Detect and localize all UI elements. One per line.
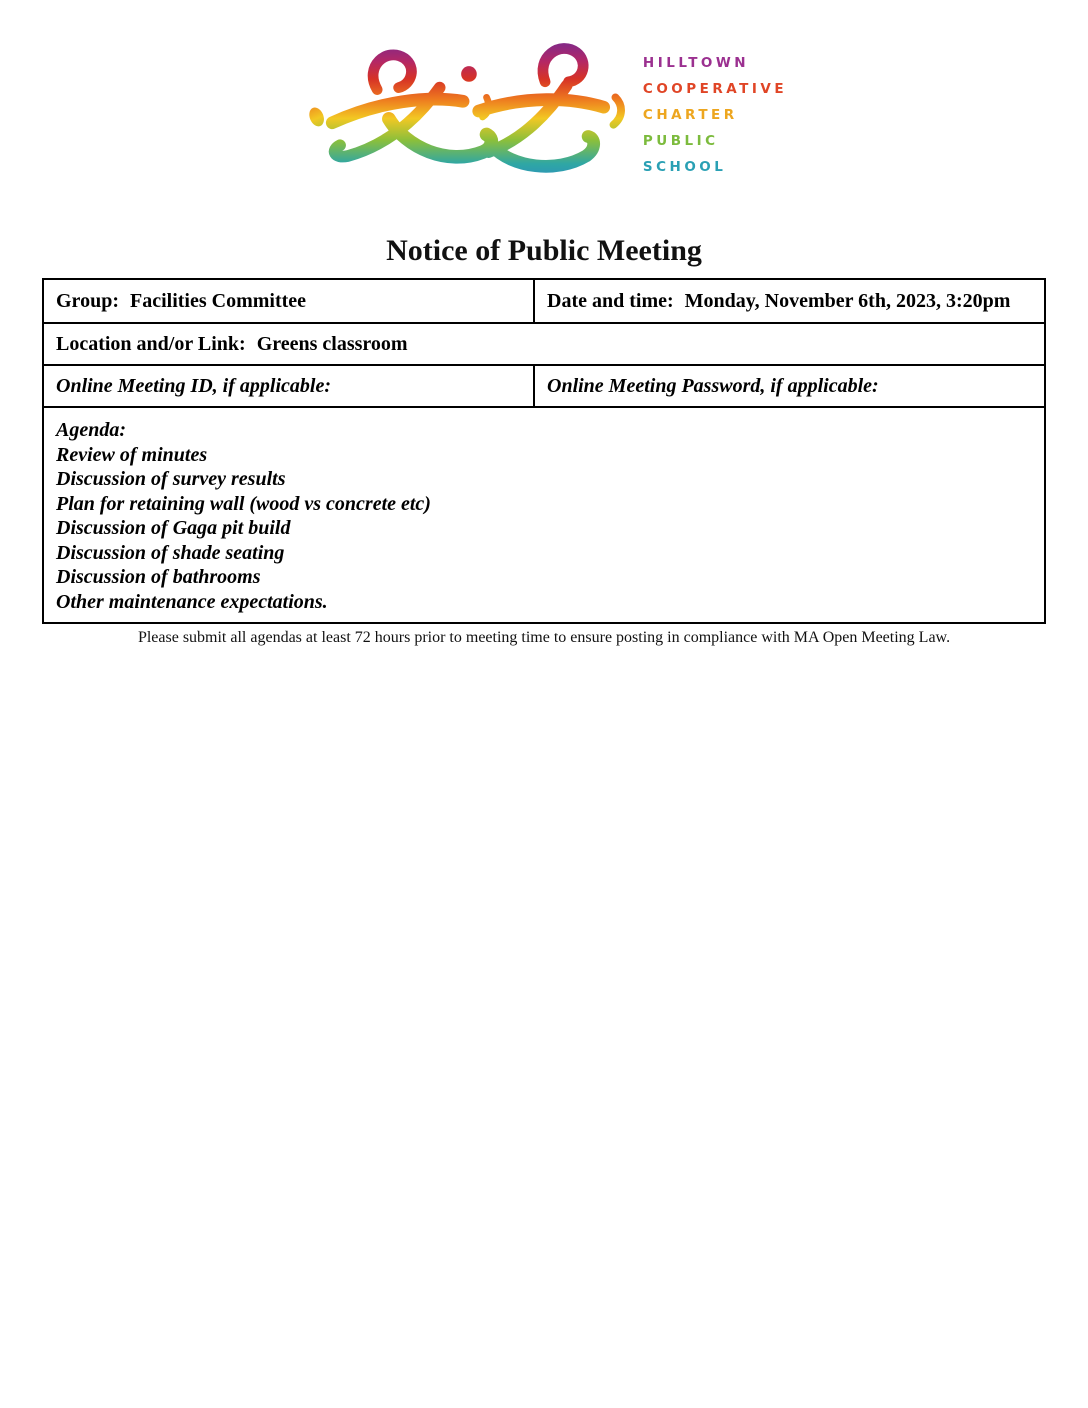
school-name [643,40,787,180]
agenda-item: Discussion of Gaga pit build [56,517,291,539]
group-value: Facilities Committee [129,289,307,312]
school-logo [0,0,1088,192]
location-cell [44,324,1044,364]
agenda-item: Discussion of survey results [56,468,286,490]
school-name-line: HILLTOWN [642,55,750,71]
school-name-line: PUBLIC [642,133,719,149]
agenda-item: Review of minutes [56,443,208,466]
location-value: Greens classroom [256,332,408,355]
datetime-label: Date and time: [547,289,674,312]
footer-note: Please submit all agendas at least 72 hours prior to meeting time to ensure posting in compliance with MA Open Meeting Law. [137,629,951,646]
agenda-item: Discussion of shade seating [56,541,285,564]
table-row-group-datetime [44,280,1044,324]
school-name-line: COOPERATIVE [642,81,788,97]
school-name-line: CHARTER [642,107,738,123]
dancing-figures-icon [301,40,633,188]
agenda-item: Discussion of bathrooms [56,566,261,588]
page-title: Notice of Public Meeting [386,234,702,267]
agenda-heading: Agenda: [56,419,126,441]
meeting-password-label: Online Meeting Password, if applicable: [547,374,879,397]
group-cell [44,280,535,322]
agenda-item: Other maintenance expectations. [56,590,328,613]
agenda-cell [44,408,1044,622]
meeting-table [42,278,1046,624]
datetime-value: Monday, November 6th, 2023, 3:20pm [684,289,1011,312]
agenda-item: Plan for retaining wall (wood vs concrete etc) [56,492,431,515]
meeting-id-cell [44,366,535,406]
meeting-password-cell [535,366,1044,406]
meeting-id-label: Online Meeting ID, if applicable: [56,374,331,397]
datetime-cell [535,280,1044,322]
school-name-line: SCHOOL [642,159,727,175]
table-row-online-meeting [44,366,1044,408]
table-row-location [44,324,1044,366]
group-label: Group: [56,289,119,312]
location-label: Location and/or Link: [56,332,246,355]
